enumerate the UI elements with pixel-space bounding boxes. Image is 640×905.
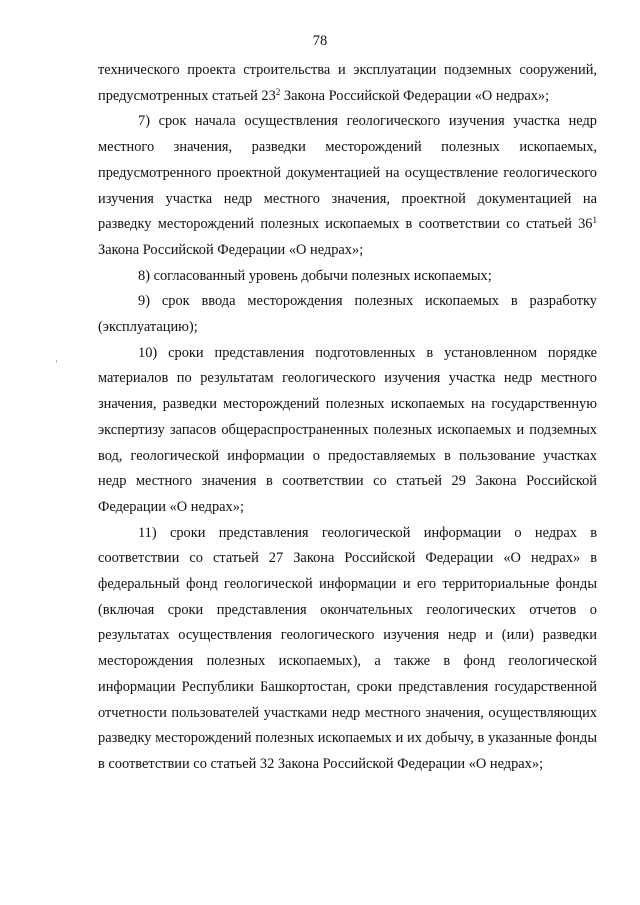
paragraph-item-10 bbox=[98, 341, 597, 521]
paragraph-text: 10) сроки представления подготовленных в установленном порядке материалов по результатам геологического изучения участка недр местного значения, разведки месторождений полезных ископаемых на государственную экспертизу запасов общераспространенных полезных ископаемых и подземных вод, геологической информации о предоставляемых в пользование участках недр местного значения в соответствии со статьей 29 Закона Российской Федерации «О недрах»; bbox=[98, 344, 597, 515]
paragraph-item-9 bbox=[98, 289, 597, 340]
paragraph-continued bbox=[98, 58, 597, 109]
paragraph-text-tail: Закона Российской Федерации «О недрах»; bbox=[280, 87, 550, 104]
superscript-index: 1 bbox=[592, 215, 597, 226]
paragraph-text-tail: Закона Российской Федерации «О недрах»; bbox=[98, 241, 364, 258]
body-text bbox=[98, 58, 597, 778]
paragraph-item-8 bbox=[98, 264, 597, 290]
paragraph-text: 8) согласованный уровень добычи полезных ископаемых; bbox=[138, 267, 492, 284]
paragraph-text: 11) сроки представления геологической информации о недрах в соответствии со статьей 27 Закона Российской Федерации «О недрах» в федеральный фонд геологической информации и его территориальные фонды (включая сроки представления окончательных геологических отчетов о результатах осуществления геологического изучения недр и (или) разведки месторождения полезных ископаемых), а также в фонд геологической информации Республики Башкортостан, сроки представления государственной отчетности пользователей участками недр местного значения, осуществляющих разведку месторождений полезных ископаемых и их добычу, в указанные фонды в соответствии со статьей 32 Закона Российской Федерации «О недрах»; bbox=[98, 524, 597, 772]
paragraph-text: 9) срок ввода месторождения полезных ископаемых в разработку (эксплуатацию); bbox=[98, 293, 597, 336]
paragraph-text: 7) срок начала осуществления геологического изучения участка недр местного значения, разведки месторождений полезных ископаемых, предусмотренного проектной документацией на осуществление геологического изучения участка недр местного значения, проектной документацией на разведку месторождений полезных ископаемых в соответствии со статьей 36 bbox=[98, 113, 597, 233]
paragraph-item-11 bbox=[98, 521, 597, 778]
scan-margin-mark bbox=[56, 360, 57, 363]
superscript-index: 2 bbox=[275, 86, 281, 97]
paragraph-text: технического проекта строительства и эксплуатации подземных сооружений, предусмотренных статьей 23 bbox=[98, 62, 597, 104]
page-number: 78 bbox=[312, 33, 328, 49]
paragraph-item-7 bbox=[98, 109, 597, 263]
